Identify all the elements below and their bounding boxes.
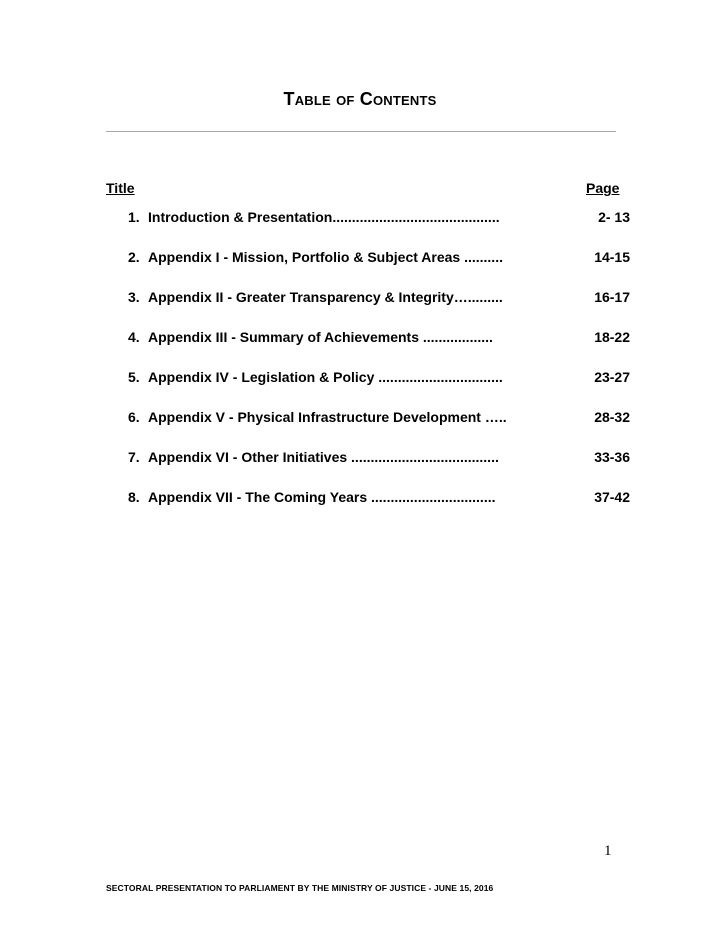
page-number: 1 (604, 843, 612, 859)
column-title-label: Title (106, 180, 135, 196)
toc-entry-number: 4. (128, 329, 140, 345)
page-title: Table of Contents (283, 89, 437, 109)
toc-entry-page: 23-27 (594, 369, 630, 385)
toc-entry-leader: ................................ (367, 489, 496, 505)
toc-entry-leader: .................. (419, 329, 493, 345)
toc-entry-page: 16-17 (594, 289, 630, 305)
toc-entry-leader: …......... (453, 289, 503, 305)
toc-entry-number: 6. (128, 409, 140, 425)
toc-entry-number: 2. (128, 249, 140, 265)
toc-entry-leader: ...................................... (347, 449, 499, 465)
toc-entry-page: 37-42 (594, 489, 630, 505)
toc-entry-page: 14-15 (594, 249, 630, 265)
toc-entry-text: Appendix IV - Legislation & Policy ................................ (148, 369, 503, 385)
page-footer: SECTORAL PRESENTATION TO PARLIAMENT BY THE MINISTRY OF JUSTICE - JUNE 15, 2016 (106, 883, 494, 893)
toc-entry-page: 33-36 (594, 449, 630, 465)
toc-entry-text: Introduction & Presentation........................................... (148, 209, 500, 225)
toc-entry-leader: ….. (480, 409, 507, 425)
toc-entry[interactable] (0, 249, 720, 269)
toc-entry-page: 28-32 (594, 409, 630, 425)
toc-entry-number: 7. (128, 449, 140, 465)
toc-entry[interactable] (0, 449, 720, 469)
toc-entry[interactable] (0, 369, 720, 389)
toc-entry-text: Appendix III - Summary of Achievements .................. (148, 329, 493, 345)
toc-entry[interactable] (0, 329, 720, 349)
toc-entry-text: Appendix I - Mission, Portfolio & Subject Areas .......... (148, 249, 503, 265)
toc-entry[interactable] (0, 209, 720, 229)
toc-entry-leader: ................................ (374, 369, 503, 385)
toc-entry[interactable] (0, 289, 720, 309)
toc-entry-page: 2- 13 (598, 209, 630, 225)
toc-entry-leader: .......... (460, 249, 503, 265)
title-divider (106, 131, 616, 132)
toc-entry-number: 8. (128, 489, 140, 505)
toc-entry-page: 18-22 (594, 329, 630, 345)
column-page-label: Page (586, 180, 620, 196)
toc-entry-text: Appendix VI - Other Initiatives ...................................... (148, 449, 499, 465)
toc-entry-text: Appendix VII - The Coming Years ................................ (148, 489, 496, 505)
toc-entry-leader: ........................................... (332, 209, 500, 225)
toc-entry-number: 1. (128, 209, 140, 225)
toc-entry[interactable] (0, 409, 720, 429)
toc-entry-text: Appendix V - Physical Infrastructure Development ….. (148, 409, 507, 425)
toc-entry-number: 3. (128, 289, 140, 305)
toc-entry-number: 5. (128, 369, 140, 385)
toc-entry-text: Appendix II - Greater Transparency & Integrity…......... (148, 289, 503, 305)
toc-entry[interactable] (0, 489, 720, 509)
